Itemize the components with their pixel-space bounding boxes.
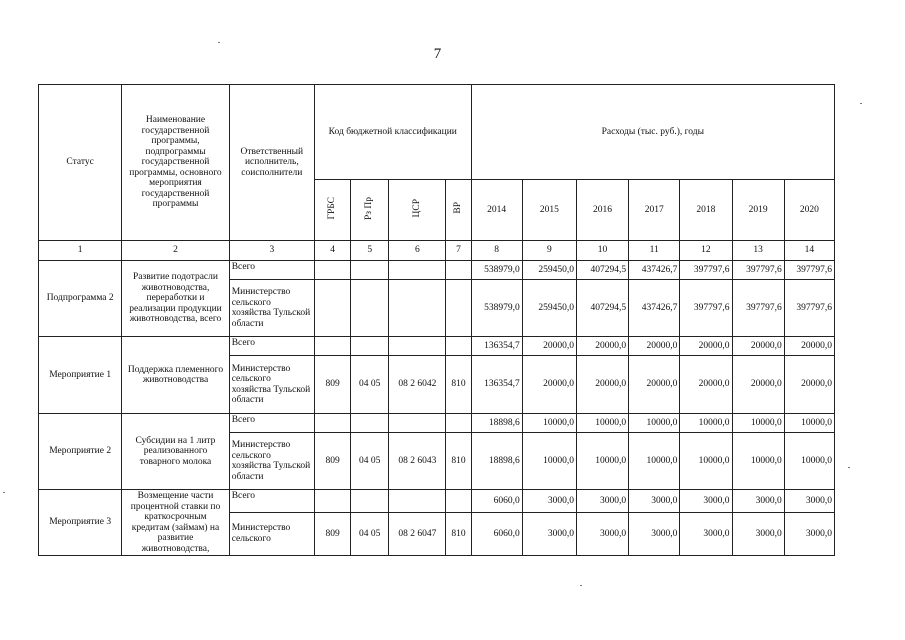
- value-cell: 20000,0: [576, 356, 628, 414]
- value-cell: 10000,0: [629, 414, 680, 433]
- csr-cell: [389, 280, 446, 337]
- value-cell: 136354,7: [471, 356, 522, 414]
- csr-cell: [389, 337, 446, 356]
- header-row-1: [39, 85, 835, 180]
- name-cell: Возмещение части процентной ставки по краткосрочным кредитам (займам) на развитие животноводства,: [122, 490, 229, 556]
- grbs-cell: [315, 280, 351, 337]
- rzpr-cell: 04 05: [351, 356, 389, 414]
- value-cell: 3000,0: [784, 490, 834, 513]
- value-cell: 3000,0: [522, 490, 576, 513]
- value-cell: 20000,0: [629, 337, 680, 356]
- value-cell: 437426,7: [629, 280, 680, 337]
- scan-speck: [218, 42, 220, 43]
- value-cell: 136354,7: [471, 337, 522, 356]
- responsible-cell: Всего: [229, 414, 314, 433]
- vr-cell: [446, 414, 471, 433]
- value-cell: 20000,0: [784, 356, 834, 414]
- vr-cell: [446, 280, 471, 337]
- value-cell: 407294,5: [576, 261, 628, 280]
- value-cell: 10000,0: [629, 433, 680, 490]
- rzpr-cell: [351, 280, 389, 337]
- value-cell: 20000,0: [784, 337, 834, 356]
- budget-table: [38, 84, 835, 556]
- value-cell: 20000,0: [680, 356, 732, 414]
- col-number: 2: [122, 241, 229, 261]
- value-cell: 3000,0: [784, 512, 834, 555]
- header-year: 2015: [522, 180, 576, 241]
- value-cell: 6060,0: [471, 512, 522, 555]
- csr-cell: [389, 490, 446, 513]
- value-cell: 3000,0: [576, 490, 628, 513]
- csr-cell: 08 2 6043: [389, 433, 446, 490]
- name-cell: Развитие подотрасли животноводства, переработки и реализации продукции животноводства, всего: [122, 261, 229, 337]
- scan-speck: [860, 103, 862, 104]
- value-cell: 397797,6: [680, 261, 732, 280]
- value-cell: 397797,6: [732, 280, 784, 337]
- grbs-cell: [315, 414, 351, 433]
- value-cell: 20000,0: [576, 337, 628, 356]
- scan-speck: [848, 467, 850, 468]
- col-number: 10: [576, 241, 628, 261]
- header-responsible: Ответственный исполнитель, соисполнители: [229, 85, 314, 241]
- vr-cell: 810: [446, 433, 471, 490]
- header-year: 2020: [784, 180, 834, 241]
- value-cell: 10000,0: [732, 433, 784, 490]
- responsible-cell: Всего: [229, 490, 314, 513]
- column-number-row: [39, 241, 835, 261]
- value-cell: 3000,0: [680, 490, 732, 513]
- value-cell: 10000,0: [680, 433, 732, 490]
- col-number: 4: [315, 241, 351, 261]
- value-cell: 397797,6: [784, 280, 834, 337]
- responsible-cell: Всего: [229, 261, 314, 280]
- status-cell: Подпрограмма 2: [39, 261, 122, 337]
- rzpr-cell: [351, 414, 389, 433]
- value-cell: 437426,7: [629, 261, 680, 280]
- value-cell: 3000,0: [680, 512, 732, 555]
- value-cell: 397797,6: [732, 261, 784, 280]
- header-status: Статус: [39, 85, 122, 241]
- header-vr: ВР: [453, 202, 464, 215]
- vr-cell: [446, 337, 471, 356]
- value-cell: 3000,0: [732, 490, 784, 513]
- value-cell: 6060,0: [471, 490, 522, 513]
- header-year: 2014: [471, 180, 522, 241]
- header-year: 2017: [629, 180, 680, 241]
- header-year: 2019: [732, 180, 784, 241]
- value-cell: 20000,0: [732, 337, 784, 356]
- responsible-cell: Всего: [229, 337, 314, 356]
- value-cell: 407294,5: [576, 280, 628, 337]
- rzpr-cell: [351, 337, 389, 356]
- value-cell: 18898,6: [471, 433, 522, 490]
- csr-cell: 08 2 6047: [389, 512, 446, 555]
- col-number: 6: [389, 241, 446, 261]
- value-cell: 10000,0: [784, 433, 834, 490]
- grbs-cell: [315, 261, 351, 280]
- rzpr-cell: [351, 490, 389, 513]
- grbs-cell: 809: [315, 512, 351, 555]
- header-year: 2016: [576, 180, 628, 241]
- col-number: 9: [522, 241, 576, 261]
- scan-speck: [580, 585, 582, 586]
- name-cell: Поддержка племенного животноводства: [122, 337, 229, 414]
- table-row: [39, 337, 835, 356]
- value-cell: 10000,0: [522, 414, 576, 433]
- rzpr-cell: 04 05: [351, 512, 389, 555]
- header-expenses-group: Расходы (тыс. руб.), годы: [471, 85, 834, 180]
- value-cell: 259450,0: [522, 261, 576, 280]
- col-number: 12: [680, 241, 732, 261]
- value-cell: 397797,6: [784, 261, 834, 280]
- status-cell: Мероприятие 2: [39, 414, 122, 490]
- col-number: 7: [446, 241, 471, 261]
- col-number: 8: [471, 241, 522, 261]
- table-row: [39, 414, 835, 433]
- col-number: 3: [229, 241, 314, 261]
- value-cell: 10000,0: [576, 433, 628, 490]
- name-cell: Субсидии на 1 литр реализованного товарного молока: [122, 414, 229, 490]
- value-cell: 10000,0: [784, 414, 834, 433]
- value-cell: 20000,0: [680, 337, 732, 356]
- header-year: 2018: [680, 180, 732, 241]
- value-cell: 20000,0: [732, 356, 784, 414]
- page-number: 7: [433, 46, 442, 62]
- csr-cell: [389, 261, 446, 280]
- value-cell: 3000,0: [732, 512, 784, 555]
- col-number: 1: [39, 241, 122, 261]
- header-grbs: ГРБС: [327, 196, 338, 220]
- grbs-cell: 809: [315, 356, 351, 414]
- status-cell: Мероприятие 3: [39, 490, 122, 556]
- grbs-cell: [315, 337, 351, 356]
- responsible-cell: Министерство сельского: [229, 512, 314, 555]
- value-cell: 3000,0: [629, 512, 680, 555]
- vr-cell: 810: [446, 512, 471, 555]
- col-number: 5: [351, 241, 389, 261]
- csr-cell: 08 2 6042: [389, 356, 446, 414]
- header-rzpr: Рз Пр: [364, 196, 375, 220]
- value-cell: 10000,0: [680, 414, 732, 433]
- value-cell: 20000,0: [522, 337, 576, 356]
- responsible-cell: Министерство сельского хозяйства Тульской области: [229, 280, 314, 337]
- grbs-cell: [315, 490, 351, 513]
- value-cell: 20000,0: [522, 356, 576, 414]
- col-number: 14: [784, 241, 834, 261]
- vr-cell: [446, 261, 471, 280]
- csr-cell: [389, 414, 446, 433]
- value-cell: 10000,0: [576, 414, 628, 433]
- table-row: [39, 490, 835, 513]
- header-csr: ЦСР: [412, 199, 423, 218]
- status-cell: Мероприятие 1: [39, 337, 122, 414]
- value-cell: 538979,0: [471, 261, 522, 280]
- rzpr-cell: [351, 261, 389, 280]
- value-cell: 3000,0: [576, 512, 628, 555]
- value-cell: 3000,0: [629, 490, 680, 513]
- value-cell: 20000,0: [629, 356, 680, 414]
- value-cell: 397797,6: [680, 280, 732, 337]
- header-name: Наименование государственной программы, подпрограммы государственной программы, основного мероприятия государственной программы: [122, 85, 229, 241]
- grbs-cell: 809: [315, 433, 351, 490]
- value-cell: 18898,6: [471, 414, 522, 433]
- responsible-cell: Министерство сельского хозяйства Тульской области: [229, 356, 314, 414]
- value-cell: 10000,0: [732, 414, 784, 433]
- value-cell: 3000,0: [522, 512, 576, 555]
- scan-speck: [3, 492, 5, 493]
- col-number: 11: [629, 241, 680, 261]
- header-code-group: Код бюджетной классификации: [315, 85, 472, 180]
- rzpr-cell: 04 05: [351, 433, 389, 490]
- vr-cell: 810: [446, 356, 471, 414]
- responsible-cell: Министерство сельского хозяйства Тульской области: [229, 433, 314, 490]
- value-cell: 10000,0: [522, 433, 576, 490]
- col-number: 13: [732, 241, 784, 261]
- vr-cell: [446, 490, 471, 513]
- value-cell: 538979,0: [471, 280, 522, 337]
- table-row: [39, 261, 835, 280]
- value-cell: 259450,0: [522, 280, 576, 337]
